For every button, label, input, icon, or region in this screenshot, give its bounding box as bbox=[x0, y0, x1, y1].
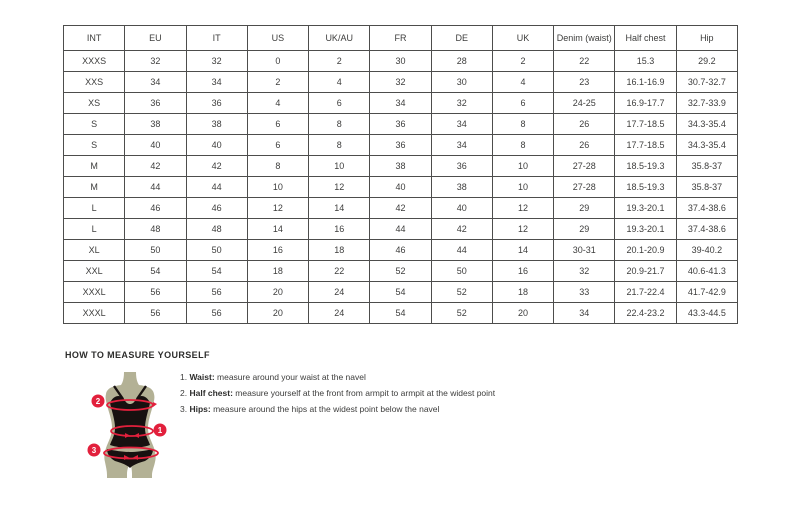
size-cell: 54 bbox=[125, 261, 186, 282]
column-header: FR bbox=[370, 26, 431, 51]
step-number: 1. bbox=[180, 372, 188, 382]
size-cell: 2 bbox=[492, 51, 553, 72]
size-cell: 30 bbox=[431, 72, 492, 93]
chest-badge-number: 2 bbox=[95, 397, 101, 406]
size-cell: 50 bbox=[186, 240, 247, 261]
size-cell: 26 bbox=[554, 135, 615, 156]
size-cell: 32 bbox=[370, 72, 431, 93]
size-cell: 38 bbox=[431, 177, 492, 198]
size-cell: 16.1-16.9 bbox=[615, 72, 676, 93]
size-cell: 39-40.2 bbox=[676, 240, 737, 261]
measure-step-hips bbox=[180, 401, 495, 417]
size-cell: 0 bbox=[247, 51, 308, 72]
size-row bbox=[64, 282, 738, 303]
size-cell: XXS bbox=[64, 72, 125, 93]
size-cell: 34 bbox=[125, 72, 186, 93]
size-cell: 20 bbox=[247, 303, 308, 324]
size-cell: 40 bbox=[125, 135, 186, 156]
size-cell: 46 bbox=[186, 198, 247, 219]
size-cell: 14 bbox=[309, 198, 370, 219]
size-cell: 36 bbox=[125, 93, 186, 114]
size-cell: 38 bbox=[370, 156, 431, 177]
size-cell: 6 bbox=[247, 135, 308, 156]
size-row bbox=[64, 198, 738, 219]
column-header: Hip bbox=[676, 26, 737, 51]
size-cell: 56 bbox=[186, 303, 247, 324]
size-cell: XXXS bbox=[64, 51, 125, 72]
size-cell: XXXL bbox=[64, 282, 125, 303]
column-header: EU bbox=[125, 26, 186, 51]
size-cell: 40.6-41.3 bbox=[676, 261, 737, 282]
size-cell: 32.7-33.9 bbox=[676, 93, 737, 114]
size-cell: 34 bbox=[431, 114, 492, 135]
size-row bbox=[64, 177, 738, 198]
size-cell: 34 bbox=[554, 303, 615, 324]
size-cell: 48 bbox=[186, 219, 247, 240]
size-cell: 10 bbox=[492, 177, 553, 198]
size-cell: 36 bbox=[370, 114, 431, 135]
size-cell: 44 bbox=[370, 219, 431, 240]
size-row bbox=[64, 156, 738, 177]
size-cell: M bbox=[64, 156, 125, 177]
size-cell: 4 bbox=[492, 72, 553, 93]
size-cell: 32 bbox=[431, 93, 492, 114]
size-cell: 42 bbox=[186, 156, 247, 177]
measurement-figure bbox=[84, 370, 184, 482]
chest-arrowhead-icon bbox=[153, 402, 157, 407]
size-cell: 16 bbox=[309, 219, 370, 240]
size-cell: 8 bbox=[492, 135, 553, 156]
size-cell: 19.3-20.1 bbox=[615, 198, 676, 219]
size-cell: 34 bbox=[186, 72, 247, 93]
step-term: Waist: bbox=[189, 372, 215, 382]
size-cell: 15.3 bbox=[615, 51, 676, 72]
size-cell: 8 bbox=[492, 114, 553, 135]
size-cell: 6 bbox=[492, 93, 553, 114]
size-cell: 48 bbox=[125, 219, 186, 240]
size-row bbox=[64, 114, 738, 135]
column-header: Denim (waist) bbox=[554, 26, 615, 51]
column-header: DE bbox=[431, 26, 492, 51]
size-cell: 22 bbox=[554, 51, 615, 72]
size-cell: 16.9-17.7 bbox=[615, 93, 676, 114]
size-cell: 14 bbox=[247, 219, 308, 240]
size-cell: 36 bbox=[370, 135, 431, 156]
size-cell: 29 bbox=[554, 219, 615, 240]
size-cell: 29.2 bbox=[676, 51, 737, 72]
size-cell: 34.3-35.4 bbox=[676, 135, 737, 156]
size-cell: 17.7-18.5 bbox=[615, 135, 676, 156]
size-row bbox=[64, 135, 738, 156]
size-cell: XL bbox=[64, 240, 125, 261]
size-cell: L bbox=[64, 198, 125, 219]
size-cell: 44 bbox=[186, 177, 247, 198]
size-cell: 54 bbox=[186, 261, 247, 282]
size-cell: 42 bbox=[370, 198, 431, 219]
size-cell: 18.5-19.3 bbox=[615, 156, 676, 177]
size-cell: 52 bbox=[431, 282, 492, 303]
size-cell: 16 bbox=[492, 261, 553, 282]
size-cell: 2 bbox=[247, 72, 308, 93]
size-cell: 27-28 bbox=[554, 177, 615, 198]
size-cell: 8 bbox=[309, 114, 370, 135]
column-header: INT bbox=[64, 26, 125, 51]
size-cell: 19.3-20.1 bbox=[615, 219, 676, 240]
size-cell: 54 bbox=[370, 303, 431, 324]
size-cell: 4 bbox=[309, 72, 370, 93]
size-row bbox=[64, 219, 738, 240]
size-chart-table bbox=[63, 25, 738, 324]
size-cell: 56 bbox=[125, 282, 186, 303]
size-cell: 2 bbox=[309, 51, 370, 72]
size-row bbox=[64, 72, 738, 93]
column-header: UK/AU bbox=[309, 26, 370, 51]
size-cell: 23 bbox=[554, 72, 615, 93]
size-cell: 32 bbox=[125, 51, 186, 72]
size-cell: 12 bbox=[309, 177, 370, 198]
step-text: measure yourself at the front from armpit to armpit at the widest point bbox=[232, 388, 496, 398]
size-cell: 18.5-19.3 bbox=[615, 177, 676, 198]
size-cell: 4 bbox=[247, 93, 308, 114]
size-row bbox=[64, 51, 738, 72]
size-cell: 8 bbox=[309, 135, 370, 156]
size-cell: 22.4-23.2 bbox=[615, 303, 676, 324]
size-cell: 32 bbox=[554, 261, 615, 282]
size-cell: 29 bbox=[554, 198, 615, 219]
size-cell: 10 bbox=[247, 177, 308, 198]
step-text: measure around the hips at the widest point below the navel bbox=[210, 404, 440, 414]
size-cell: S bbox=[64, 135, 125, 156]
column-header: UK bbox=[492, 26, 553, 51]
hips-badge-number: 3 bbox=[91, 446, 97, 455]
size-cell: 27-28 bbox=[554, 156, 615, 177]
size-cell: 33 bbox=[554, 282, 615, 303]
size-cell: 36 bbox=[186, 93, 247, 114]
size-cell: 41.7-42.9 bbox=[676, 282, 737, 303]
size-cell: 35.8-37 bbox=[676, 177, 737, 198]
size-cell: 12 bbox=[492, 219, 553, 240]
size-cell: 20.9-21.7 bbox=[615, 261, 676, 282]
size-cell: 12 bbox=[247, 198, 308, 219]
size-cell: 30.7-32.7 bbox=[676, 72, 737, 93]
size-cell: 40 bbox=[186, 135, 247, 156]
size-cell: 46 bbox=[370, 240, 431, 261]
size-cell: 14 bbox=[492, 240, 553, 261]
size-cell: 26 bbox=[554, 114, 615, 135]
size-cell: 10 bbox=[309, 156, 370, 177]
size-cell: 12 bbox=[492, 198, 553, 219]
measure-steps-list bbox=[180, 369, 495, 417]
size-cell: 54 bbox=[370, 282, 431, 303]
size-cell: 34.3-35.4 bbox=[676, 114, 737, 135]
step-term: Hips: bbox=[189, 404, 211, 414]
size-cell: 52 bbox=[370, 261, 431, 282]
size-cell: 24 bbox=[309, 282, 370, 303]
size-cell: 37.4-38.6 bbox=[676, 219, 737, 240]
measure-step-waist bbox=[180, 369, 495, 385]
column-header: IT bbox=[186, 26, 247, 51]
size-cell: 36 bbox=[431, 156, 492, 177]
size-chart-header-row bbox=[64, 26, 738, 51]
size-cell: 37.4-38.6 bbox=[676, 198, 737, 219]
size-row bbox=[64, 93, 738, 114]
size-cell: 34 bbox=[431, 135, 492, 156]
size-cell: L bbox=[64, 219, 125, 240]
size-cell: S bbox=[64, 114, 125, 135]
size-cell: 6 bbox=[309, 93, 370, 114]
size-cell: 38 bbox=[125, 114, 186, 135]
size-cell: XXXL bbox=[64, 303, 125, 324]
size-cell: 44 bbox=[431, 240, 492, 261]
size-cell: XS bbox=[64, 93, 125, 114]
size-cell: 18 bbox=[492, 282, 553, 303]
size-cell: 43.3-44.5 bbox=[676, 303, 737, 324]
step-number: 2. bbox=[180, 388, 188, 398]
size-cell: 40 bbox=[370, 177, 431, 198]
column-header: Half chest bbox=[615, 26, 676, 51]
size-cell: 40 bbox=[431, 198, 492, 219]
size-cell: 42 bbox=[125, 156, 186, 177]
size-cell: 24 bbox=[309, 303, 370, 324]
size-cell: 32 bbox=[186, 51, 247, 72]
size-cell: 18 bbox=[309, 240, 370, 261]
size-cell: XXL bbox=[64, 261, 125, 282]
size-cell: 28 bbox=[431, 51, 492, 72]
how-to-measure-heading: HOW TO MEASURE YOURSELF bbox=[65, 350, 210, 360]
waist-badge-number: 1 bbox=[157, 426, 163, 435]
step-number: 3. bbox=[180, 404, 188, 414]
size-cell: M bbox=[64, 177, 125, 198]
size-cell: 50 bbox=[431, 261, 492, 282]
mannequin-illustration bbox=[84, 370, 184, 482]
size-row bbox=[64, 303, 738, 324]
size-cell: 46 bbox=[125, 198, 186, 219]
size-cell: 56 bbox=[186, 282, 247, 303]
size-cell: 24-25 bbox=[554, 93, 615, 114]
column-header: US bbox=[247, 26, 308, 51]
size-cell: 44 bbox=[125, 177, 186, 198]
size-cell: 10 bbox=[492, 156, 553, 177]
size-cell: 38 bbox=[186, 114, 247, 135]
size-cell: 20 bbox=[492, 303, 553, 324]
size-cell: 52 bbox=[431, 303, 492, 324]
step-term: Half chest: bbox=[189, 388, 233, 398]
size-cell: 30-31 bbox=[554, 240, 615, 261]
size-cell: 50 bbox=[125, 240, 186, 261]
size-cell: 6 bbox=[247, 114, 308, 135]
size-cell: 35.8-37 bbox=[676, 156, 737, 177]
size-cell: 21.7-22.4 bbox=[615, 282, 676, 303]
size-cell: 17.7-18.5 bbox=[615, 114, 676, 135]
size-cell: 42 bbox=[431, 219, 492, 240]
step-text: measure around your waist at the navel bbox=[214, 372, 366, 382]
size-cell: 56 bbox=[125, 303, 186, 324]
size-row bbox=[64, 261, 738, 282]
size-cell: 20.1-20.9 bbox=[615, 240, 676, 261]
size-cell: 20 bbox=[247, 282, 308, 303]
size-cell: 34 bbox=[370, 93, 431, 114]
size-row bbox=[64, 240, 738, 261]
size-cell: 16 bbox=[247, 240, 308, 261]
measure-step-half-chest bbox=[180, 385, 495, 401]
size-cell: 22 bbox=[309, 261, 370, 282]
size-cell: 8 bbox=[247, 156, 308, 177]
size-cell: 30 bbox=[370, 51, 431, 72]
size-cell: 18 bbox=[247, 261, 308, 282]
